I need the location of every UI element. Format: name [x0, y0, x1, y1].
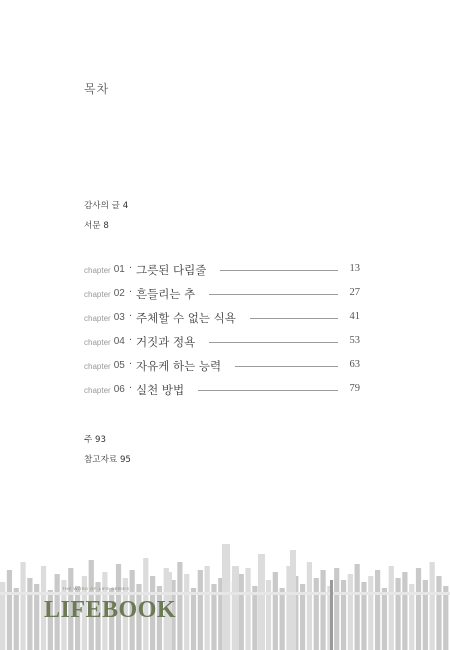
skyline-tower [290, 550, 296, 650]
chapter-word: chapter [84, 290, 111, 299]
skyline-tower [258, 554, 265, 650]
leader-line [220, 270, 338, 271]
leader-line [198, 390, 338, 391]
front-matter-label: 서문 [84, 221, 101, 231]
chapter-page: 41 [349, 311, 360, 322]
chapter-entry [84, 382, 360, 406]
skyline-bar [423, 580, 428, 650]
skyline-bar [430, 562, 435, 650]
chapter-entry [84, 310, 360, 334]
skyline-bar [252, 586, 257, 650]
skyline-bar [402, 572, 407, 650]
leader-line [250, 318, 338, 319]
skyline-bar [395, 578, 400, 650]
chapter-word: chapter [84, 314, 111, 323]
chapter-page: 63 [349, 359, 360, 370]
chapter-title: 실천 방법 [136, 383, 185, 397]
chapter-page: 13 [349, 263, 360, 274]
chapter-list [84, 262, 360, 406]
toc-title: 목차 [84, 82, 110, 96]
chapter-page: 79 [349, 383, 360, 394]
skyline-bar [320, 570, 325, 650]
skyline-bar [198, 570, 203, 650]
skyline-bar [27, 578, 32, 650]
chapter-page: 27 [349, 287, 360, 298]
chapter-entry [84, 286, 360, 310]
skyline-bar [205, 566, 210, 650]
skyline-bar [443, 586, 448, 650]
skyline-bar [334, 568, 339, 650]
skyline-bar [280, 588, 285, 650]
chapter-word: chapter [84, 386, 111, 395]
chapter-separator: · [128, 311, 132, 322]
chapter-title: 주체할 수 없는 식욕 [136, 311, 236, 325]
skyline-bar [7, 570, 12, 650]
back-matter-page: 93 [95, 435, 106, 445]
skyline-bar [191, 588, 196, 650]
chapter-entry [84, 334, 360, 358]
chapter-entry [84, 358, 360, 382]
leader-line [209, 294, 338, 295]
skyline-band [0, 592, 450, 595]
skyline-bar [382, 588, 387, 650]
chapter-separator: · [128, 335, 132, 346]
back-matter-item [84, 453, 131, 473]
skyline-bar [266, 580, 271, 650]
skyline-accent-bar [330, 580, 333, 650]
skyline-bar [273, 572, 278, 650]
skyline-bar [314, 578, 319, 650]
chapter-word: chapter [84, 266, 111, 275]
skyline-bar [341, 580, 346, 650]
city-skyline-illustration [0, 540, 450, 650]
chapter-title: 자유케 하는 능력 [136, 359, 222, 373]
logo-subtitle: THE WORD OF LIFE SERIES [62, 586, 130, 591]
skyline-bar [245, 568, 250, 650]
chapter-separator: · [128, 383, 132, 394]
back-matter-label: 주 [84, 435, 93, 445]
front-matter-label: 감사의 글 [84, 201, 120, 211]
back-matter-page: 95 [119, 455, 131, 465]
front-matter-page: 4 [122, 201, 129, 211]
back-matter-label: 참고자료 [84, 455, 118, 465]
skyline-bar [436, 576, 441, 650]
skyline-tower [232, 566, 239, 650]
skyline-bar [184, 574, 189, 650]
skyline-bar [368, 576, 373, 650]
chapter-title: 그릇된 다림줄 [136, 263, 207, 277]
skyline-bar [416, 568, 421, 650]
leader-line [209, 342, 338, 343]
leader-line [235, 366, 338, 367]
back-matter-item [84, 433, 131, 453]
chapter-number: 06 [113, 384, 125, 395]
skyline-bar [239, 574, 244, 650]
chapter-separator: · [128, 287, 132, 298]
skyline-bar [177, 562, 182, 650]
chapter-number: 05 [113, 360, 125, 371]
chapter-separator: · [128, 263, 132, 274]
skyline-bar [348, 574, 353, 650]
chapter-number: 04 [113, 336, 125, 347]
chapter-word: chapter [84, 338, 111, 347]
skyline-bar [389, 566, 394, 650]
front-matter-list [84, 199, 128, 239]
chapter-separator: · [128, 359, 132, 370]
chapter-number: 01 [113, 264, 125, 275]
back-matter-list [84, 433, 131, 473]
chapter-title: 흔들리는 추 [136, 287, 196, 301]
skyline-tower [222, 544, 230, 650]
skyline-bar [375, 570, 380, 650]
chapter-number: 02 [113, 288, 125, 299]
chapter-word: chapter [84, 362, 111, 371]
skyline-bar [20, 562, 25, 650]
skyline-bar [355, 564, 360, 650]
front-matter-item [84, 219, 128, 239]
chapter-number: 03 [113, 312, 125, 323]
lifebook-logo: LIFEBOOK [44, 597, 177, 623]
skyline-bar [307, 562, 312, 650]
front-matter-item [84, 199, 128, 219]
chapter-page: 53 [349, 335, 360, 346]
chapter-entry [84, 262, 360, 286]
chapter-title: 거짓과 정욕 [136, 335, 196, 349]
front-matter-page: 8 [103, 221, 109, 231]
skyline-bar [14, 588, 19, 650]
